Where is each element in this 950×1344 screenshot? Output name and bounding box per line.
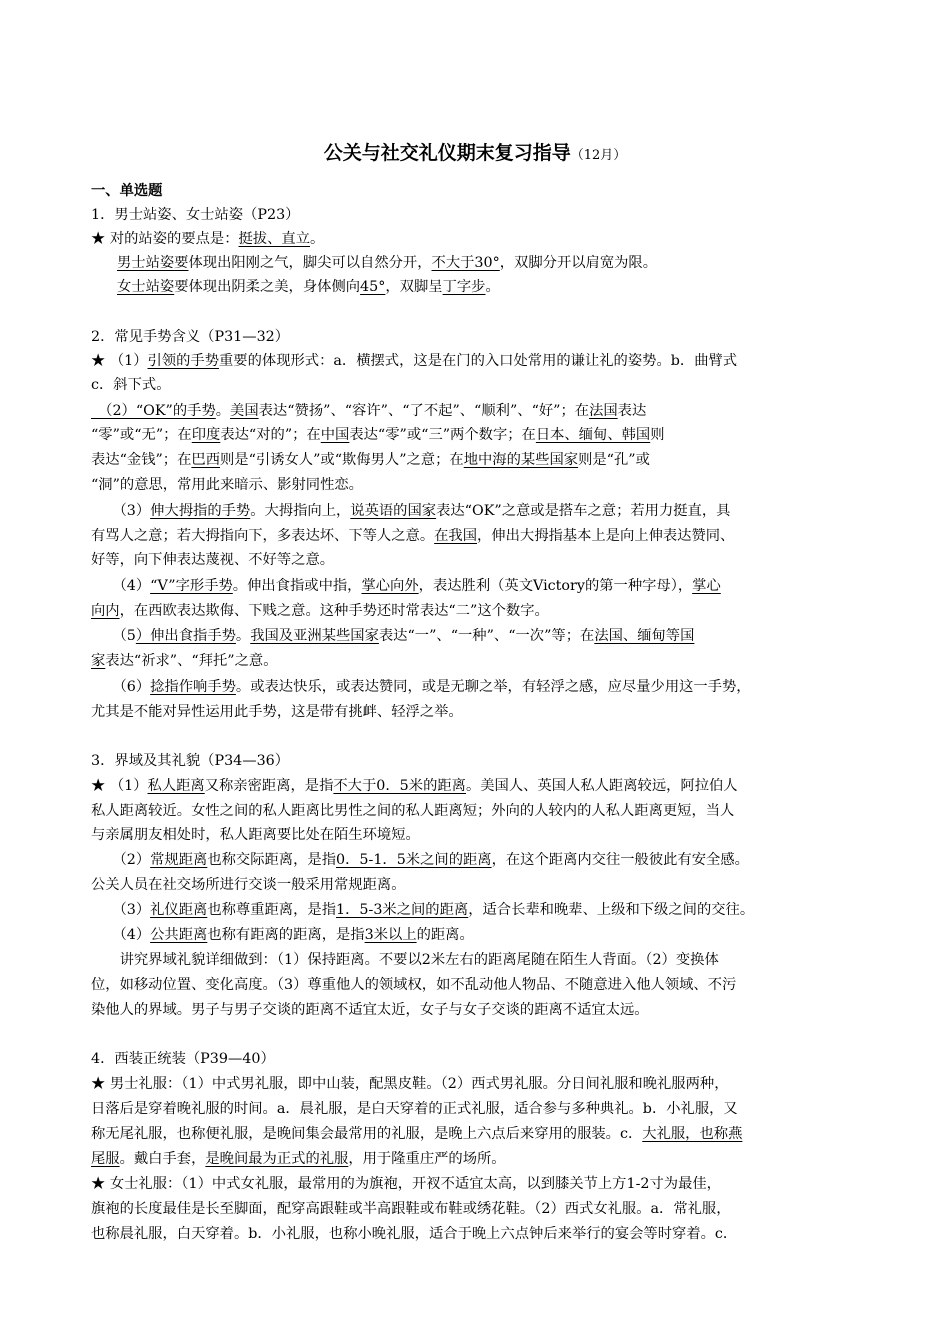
text-line [91, 349, 871, 373]
underlined-text: 掌心 [692, 578, 721, 594]
text-segment: 表达“祈求”、“拜托”之意。 [105, 653, 278, 669]
underlined-text: 美国 [230, 403, 259, 419]
text-line [91, 675, 871, 699]
text-line [91, 448, 871, 472]
underlined-text: 大礼服，也称燕 [642, 1126, 743, 1142]
text-segment: ，在这个距离内交往一般彼此有安全感。 [491, 852, 749, 868]
text-line [91, 1222, 871, 1246]
page-title [0, 138, 950, 165]
text-line [91, 1147, 871, 1171]
text-line [91, 1072, 871, 1096]
text-segment: 日落后是穿着晚礼服的时间。a．晨礼服，是白天穿着的正式礼服，适合参与多种典礼。b．小礼服，又 [91, 1101, 738, 1117]
text-segment: “零”或“无”；在 [91, 427, 192, 443]
underlined-text: 在我国 [434, 528, 478, 544]
text-segment: ★ （1） [91, 778, 148, 794]
text-line [91, 423, 871, 447]
text-segment: 的距离。 [416, 927, 474, 943]
text-line [91, 823, 871, 847]
text-segment: （6） [91, 679, 151, 695]
text-segment: 3．界域及其礼貌（P34—36） [91, 753, 290, 769]
text-segment: 。美国人、英国人私人距离较远，阿拉伯人 [465, 778, 738, 794]
text-line [91, 1122, 871, 1146]
underlined-text: 挺拔、直立 [238, 231, 310, 247]
text-line [91, 1172, 871, 1196]
underlined-text: 礼仪距离 [150, 902, 208, 918]
text-segment: 表达“OK”之意或是搭车之意；若用力挺直，具 [436, 503, 731, 519]
text-segment: （5 [91, 628, 136, 644]
underlined-text: 公共距离 [150, 927, 208, 943]
text-line [91, 923, 871, 947]
text-segment: 表达“金钱”；在 [91, 452, 192, 468]
text-line [91, 1197, 871, 1221]
text-line [91, 599, 871, 623]
text-line [117, 275, 871, 299]
text-segment: 1．男士站姿、女士站姿（P23） [91, 207, 300, 223]
underlined-text: 法国 [589, 403, 618, 419]
underlined-text: 私人距离 [147, 778, 205, 794]
text-segment: 表达“赞扬”、“容许”、“了不起”、“顺利”、“好”；在 [258, 403, 590, 419]
text-segment: 体现出阳刚之气，脚尖可以自然分开， [188, 255, 432, 271]
text-segment: 又称亲密距离，是指 [204, 778, 334, 794]
underlined-text: 向内 [91, 603, 120, 619]
underlined-text: 女士站姿 [117, 279, 175, 295]
underlined-text: 中国 [320, 427, 350, 443]
text-segment: ，表达胜利（英文Victory的第一种字母）， [418, 578, 693, 594]
text-line [91, 227, 871, 251]
text-segment: 公关人员在社交场所进行交谈一般采用常规距离。 [91, 877, 406, 893]
text-segment: 表达“对的”；在 [220, 427, 321, 443]
text-line [91, 373, 871, 397]
text-segment: （4） [91, 578, 151, 594]
text-segment: 。 [310, 231, 325, 247]
text-segment: 则是“引诱女人”或“欺侮男人”之意；在 [220, 452, 464, 468]
text-segment: 好等，向下伸表达蔑视、不好等之意。 [91, 552, 335, 568]
text-line [91, 399, 871, 423]
text-line [91, 873, 871, 897]
underlined-text: 不大于30° [431, 255, 500, 271]
title-sub: （12月） [570, 148, 627, 163]
text-segment: ，双脚呈 [385, 279, 443, 295]
text-segment: 。或表达快乐，或表达赞同，或是无聊之举，有轻浮之感，应尽量少用这一手势， [235, 679, 751, 695]
text-line [91, 499, 871, 523]
text-segment: 与亲属朋友相处时，私人距离要比处在陌生环境短。 [91, 827, 420, 843]
text-segment: （3） [91, 902, 151, 918]
text-segment: 。伸出食指或中指， [232, 578, 362, 594]
underlined-text: 我国及亚洲某些国家 [250, 628, 379, 644]
underlined-text: 45° [360, 279, 386, 295]
text-line [91, 898, 871, 922]
text-segment: ★ 男士礼服：（1）中式男礼服，即中山装，配黑皮鞋。（2）西式男礼服。分日间礼服和晚礼服两种， [91, 1076, 729, 1092]
underlined-text: 不大于0．5米的距离 [333, 778, 466, 794]
text-segment: ★ 对的站姿的要点是： [91, 231, 239, 247]
text-segment: ，在西欧表达欺侮、下贱之意。这种手势还时常表达“二”这个数字。 [119, 603, 549, 619]
text-segment: 表达 [617, 403, 647, 419]
text-line [91, 1047, 871, 1071]
underlined-text: 印度 [191, 427, 221, 443]
text-segment: 有骂人之意；若大拇指向下，多表达坏、下等人之意。 [91, 528, 435, 544]
underlined-text: 尾服 [91, 1151, 120, 1167]
section-heading [91, 179, 871, 203]
text-line [91, 1097, 871, 1121]
text-segment: 。大拇指向上， [250, 503, 351, 519]
text-segment: ★ （1） [91, 353, 148, 369]
text-segment: 。 [235, 628, 251, 644]
text-segment: 也称尊重距离，是指 [207, 902, 336, 918]
text-segment: 。 [485, 279, 500, 295]
text-segment: 也称交际距离，是指 [207, 852, 336, 868]
text-segment: ，伸出大拇指基本上是向上伸表达赞同、 [477, 528, 735, 544]
text-line [91, 700, 871, 724]
text-segment: ，双脚分开以肩宽为限。 [499, 255, 658, 271]
text-segment: 4．西装正统装（P39—40） [91, 1051, 275, 1067]
text-segment: 。 [215, 403, 231, 419]
underlined-text: 1．5-3米之间的距离 [336, 902, 469, 918]
underlined-text: 丁字步 [442, 279, 486, 295]
text-line [91, 524, 871, 548]
underlined-text: 地中海的某些国家 [463, 452, 579, 468]
text-segment: 则是“孔”或 [578, 452, 650, 468]
text-line [91, 624, 871, 648]
underlined-text: 是晚间最为正式的礼服 [205, 1151, 349, 1167]
text-segment: （2） [91, 852, 151, 868]
text-line [91, 749, 871, 773]
text-segment: “洞”的意思，常用此来暗示、影射同性恋。 [91, 477, 363, 493]
text-line [91, 203, 871, 227]
text-segment: 表达“一”、“一种”、“一次”等；在 [378, 628, 595, 644]
text-segment: 表达“零”或“三”两个数字；在 [349, 427, 536, 443]
underlined-text: 引领的手势 [147, 353, 220, 369]
text-segment: 2．常见手势含义（P31—32） [91, 329, 290, 345]
text-segment: 重要的体现形式：a．横摆式，这是在门的入口处常用的谦让礼的姿势。b．曲臂式 [219, 353, 738, 369]
underlined-text: 说英语的国家 [350, 503, 437, 519]
text-segment: 则 [650, 427, 665, 443]
text-line [117, 251, 871, 275]
underlined-text: “V”字形手势 [150, 578, 233, 594]
text-line [91, 774, 871, 798]
text-segment: 要体现出阴柔之美，身体侧向 [174, 279, 361, 295]
underlined-text: 3米以上 [364, 927, 417, 943]
text-segment: 也称有距离的距离，是指 [207, 927, 365, 943]
text-segment: （4） [91, 927, 151, 943]
text-segment: 旗袍的长度最佳是长至脚面，配穿高跟鞋或半高跟鞋或布鞋或绣花鞋。（2）西式女礼服。a．常礼服， [91, 1201, 731, 1217]
text-line [91, 649, 871, 673]
text-segment: 称无尾礼服，也称便礼服，是晚间集会最常用的礼服，是晚上六点后来穿用的服装。c． [91, 1126, 643, 1142]
underlined-text: （2）“OK”的手势 [91, 403, 216, 419]
underlined-text: 捻指作响手势 [150, 679, 236, 695]
text-segment: 也称晨礼服，白天穿着。b．小礼服，也称小晚礼服，适合于晚上六点钟后来举行的宴会等时穿着。c． [91, 1226, 738, 1242]
underlined-text: 伸大拇指的手势 [150, 503, 251, 519]
underlined-text: 法国、缅甸等国 [594, 628, 695, 644]
text-segment: 讲究界域礼貌详细做到：（1）保持距离。不要以2米左右的距离尾随在陌生人背面。（2）变换体 [91, 952, 719, 968]
text-line [91, 998, 871, 1022]
text-segment: ，用于隆重庄严的场所。 [348, 1151, 506, 1167]
text-line [91, 799, 871, 823]
text-segment: 。戴白手套， [119, 1151, 206, 1167]
underlined-text: 掌心向外 [361, 578, 419, 594]
text-line [91, 574, 871, 598]
text-segment: 一、单选题 [91, 183, 163, 199]
text-line [91, 325, 871, 349]
underlined-text: 常规距离 [150, 852, 208, 868]
text-line [91, 948, 871, 972]
text-segment: 私人距离较近。女性之间的私人距离比男性之间的私人距离短；外向的人较内的人私人距离更短，当人 [91, 803, 735, 819]
text-line [91, 848, 871, 872]
underlined-text: 0．5-1．5米之间的距离 [336, 852, 492, 868]
underlined-text: 家 [91, 653, 106, 669]
text-segment: c．斜下式。 [91, 377, 171, 393]
text-segment: 尤其是不能对异性运用此手势，这是带有挑衅、轻浮之举。 [91, 704, 463, 720]
text-line [91, 973, 871, 997]
text-line [91, 473, 871, 497]
text-segment: （3） [91, 503, 151, 519]
underlined-text: ）伸出食指手势 [135, 628, 236, 644]
underlined-text: 巴西 [191, 452, 220, 468]
text-segment: 位，如移动位置、变化高度。（3）尊重他人的领域权，如不乱动他人物品、不随意进入他人领域、不污 [91, 977, 737, 993]
underlined-text: 男士站姿要 [117, 255, 189, 271]
underlined-text: 日本、缅甸、韩国 [535, 427, 651, 443]
text-segment: ，适合长辈和晚辈、上级和下级之间的交往。 [468, 902, 755, 918]
title-main: 公关与社交礼仪期末复习指导 [323, 142, 571, 164]
text-line [91, 548, 871, 572]
text-segment: ★ 女士礼服：（1）中式女礼服，最常用的为旗袍，开衩不适宜太高，以到膝关节上方1-2寸为最佳， [91, 1176, 721, 1192]
text-segment: 染他人的界域。男子与男子交谈的距离不适宜太近，女子与女子交谈的距离不适宜太远。 [91, 1002, 649, 1018]
